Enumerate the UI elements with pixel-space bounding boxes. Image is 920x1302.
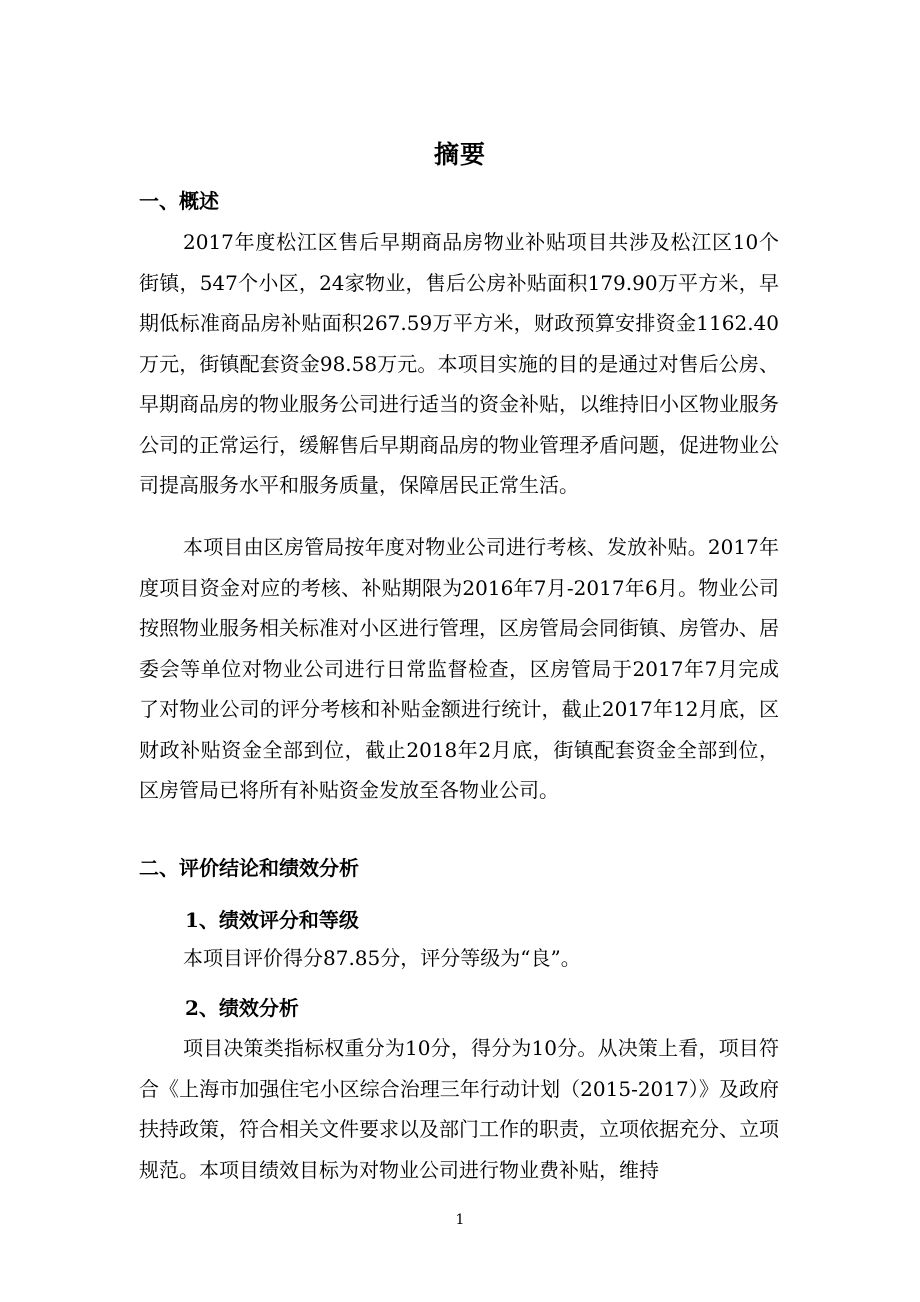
- subsection-heading-score: 1、绩效评分和等级: [185, 908, 359, 932]
- page-title: 摘要: [433, 140, 486, 169]
- overview-paragraph-1: 2017年度松江区售后早期商品房物业补贴项目共涉及松江区10个街镇，547个小区，24家物业，售后公房补贴面积179.90万平方米，早期低标准商品房补贴面积267.59万平方米，财政预算安排资金1162.40万元，街镇配套资金98.58万元。本项目实施的目的是通过对售后公房、早期商品房的物业服务公司进行适当的资金补贴，以维持旧小区物业服务公司的正常运行，缓解售后早期商品房的物业管理矛盾问题，促进物业公司提高服务水平和服务质量，保障居民正常生活。: [139, 230, 779, 497]
- overview-paragraph-2: 本项目由区房管局按年度对物业公司进行考核、发放补贴。2017年度项目资金对应的考核、补贴期限为2016年7月-2017年6月。物业公司按照物业服务相关标准对小区进行管理，区房管局会同街镇、房管办、居委会等单位对物业公司进行日常监督检查，区房管局于2017年7月完成了对物业公司的评分考核和补贴金额进行统计，截止2017年12月底，区财政补贴资金全部到位，截止2018年2月底，街镇配套资金全部到位，区房管局已将所有补贴资金发放至各物业公司。: [139, 535, 779, 802]
- section-heading-evaluation: 二、评价结论和绩效分析: [139, 856, 359, 880]
- score-paragraph: 本项目评价得分87.85分，评分等级为“良”。: [183, 946, 581, 970]
- subsection-heading-analysis: 2、绩效分析: [185, 996, 299, 1020]
- section-heading-overview: 一、概述: [139, 189, 219, 213]
- analysis-paragraph: 项目决策类指标权重分为10分，得分为10分。从决策上看，项目符合《上海市加强住宅小区综合治理三年行动计划（2015-2017）》及政府扶持政策，符合相关文件要求以及部门工作的职责，立项依据充分、立项规范。本项目绩效目标为对物业公司进行物业费补贴，维持: [139, 1036, 779, 1182]
- page-number: 1: [455, 1212, 465, 1228]
